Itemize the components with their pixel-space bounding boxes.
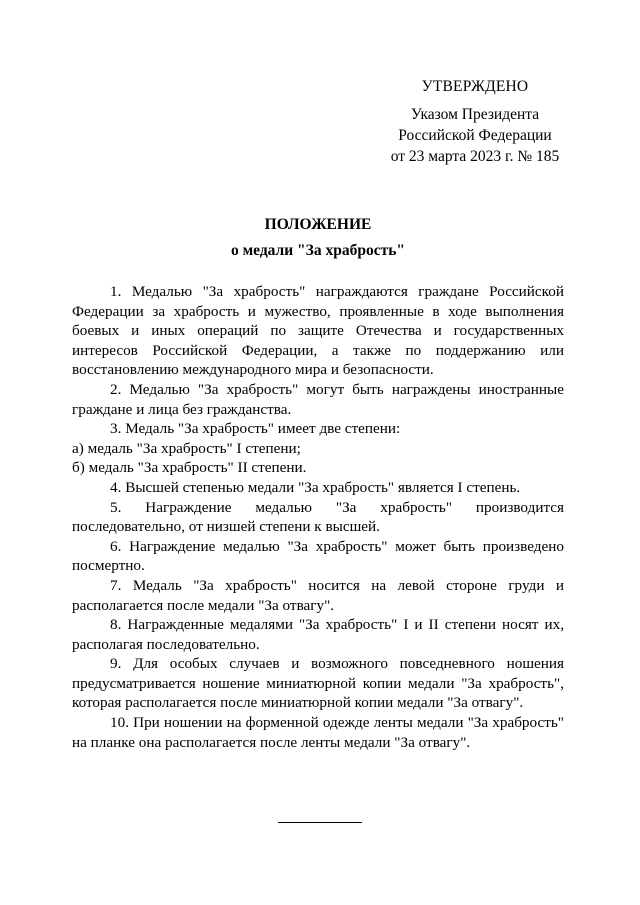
approval-stamp: [360, 76, 590, 167]
approval-decree-line: Указом Президента: [410, 106, 540, 123]
paragraph-4: 4. Высшей степенью медали "За храбрость" является I степень.: [110, 478, 521, 496]
paragraph-10: 10. При ношении на форменной одежде ленты медали "За храбрость" на планке она располагается после ленты медали "За отвагу".: [72, 714, 564, 751]
document-body: [72, 282, 564, 752]
approval-date-line: от 23 марта 2023 г. № 185: [390, 148, 560, 165]
paragraph-9: 9. Для особых случаев и возможного повседневного ношения предусматривается ношение миниатюрной копии медали "За храбрость", которая располагается после миниатюрной копии медали "За отвагу".: [72, 655, 564, 712]
paragraph-1: 1. Медалью "За храбрость" награждаются граждане Российской Федерации за храбрость и мужество, проявленные в ходе выполнения боевых и иных операций по защите Отечества и государственных интересов Российской Федерации, а также по поддержанию или восстановлению международного мира и безопасности.: [72, 283, 564, 379]
paragraph-7: 7. Медаль "За храбрость" носится на левой стороне груди и располагается после медали "За отвагу".: [72, 576, 564, 614]
paragraph-3b: б) медаль "За храбрость" II степени.: [72, 459, 307, 477]
paragraph-5: 5. Награждение медалью "За храбрость" производится последовательно, от низшей степени к высшей.: [72, 498, 564, 536]
end-divider-line: [278, 822, 362, 823]
paragraph-6: 6. Награждение медалью "За храбрость" может быть произведено посмертно.: [72, 537, 564, 575]
paragraph-3a: а) медаль "За храбрость" I степени;: [72, 439, 301, 457]
document-subtitle: о медали "За храбрость": [230, 242, 406, 259]
title-block: [72, 214, 564, 261]
approved-label: УТВЕРЖДЕНО: [421, 78, 529, 95]
document-title: ПОЛОЖЕНИЕ: [264, 216, 372, 233]
paragraph-8: 8. Награжденные медалями "За храбрость" I и II степени носят их, располагая последовательно.: [72, 616, 564, 653]
paragraph-2: 2. Медалью "За храбрость" могут быть награждены иностранные граждане и лица без гражданства.: [72, 380, 564, 418]
paragraph-3: 3. Медаль "За храбрость" имеет две степени:: [110, 420, 401, 438]
approval-federation-line: Российской Федерации: [398, 127, 552, 144]
